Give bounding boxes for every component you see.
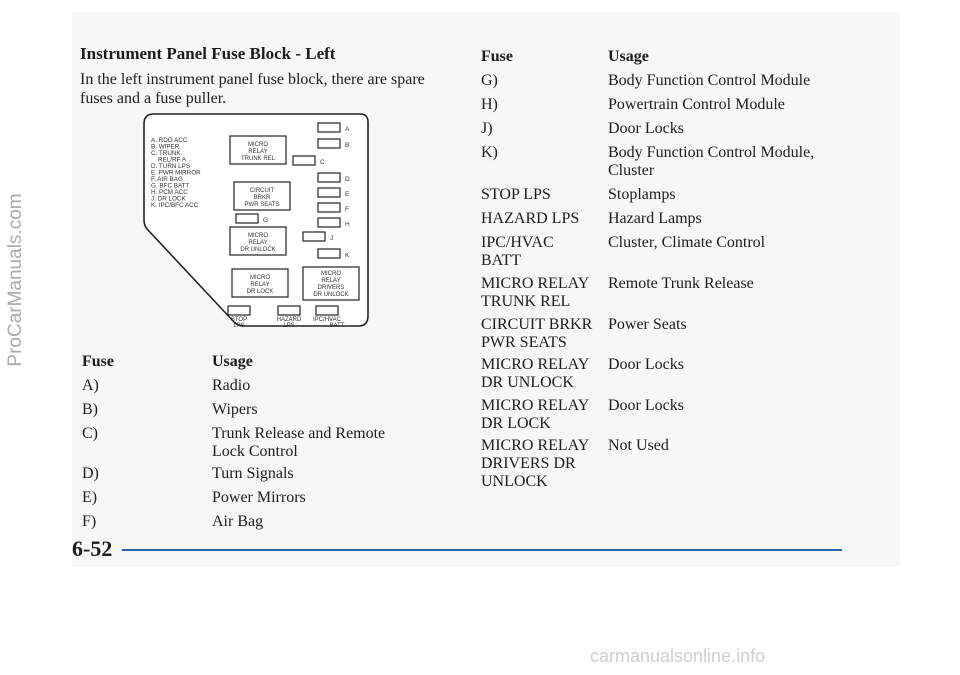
legend-line: J. DR LOCK [151,195,186,203]
left-row-usage: Air Bag [212,513,264,530]
left-row-usage: Radio [212,377,251,394]
fuse-letter: E [345,191,350,198]
right-row-fuse: MICRO RELAY [481,356,590,373]
right-row-usage: Stoplamps [608,186,676,203]
right-row-fuse: G) [481,72,498,89]
right-row-usage: Remote Trunk Release [608,275,754,292]
fuse-letter: K [345,252,350,259]
fuse-letter: D [345,176,350,183]
relay-label: CIRCUIT [249,188,275,194]
relay-label: DR LOCK [246,289,274,295]
legend-line: F. AIR BAG [151,176,183,183]
right-row-usage: Door Locks [608,397,684,414]
relay-label: MICRO [321,271,341,277]
right-row-fuse: MICRO RELAY [481,275,590,292]
legend-line: REL/RF A [158,156,186,164]
right-row-fuse-cont: DRIVERS DR [481,455,576,472]
bottom-label: IPC/HVAC [313,317,341,323]
right-row-usage: Door Locks [608,120,684,137]
right-row-usage: Powertrain Control Module [608,96,785,113]
right-row-usage: Door Locks [608,356,684,373]
legend-line: B. WIPER [151,143,180,151]
legend-line: C. TRUNK [151,150,181,157]
relay-label: MICRO [250,275,270,281]
right-row-usage: Body Function Control Module, [608,144,815,161]
left-header-usage: Usage [212,353,253,370]
page-number: 6-52 [72,536,113,561]
fuse-letter: J [330,235,334,242]
right-header-usage: Usage [608,48,649,65]
right-row-usage: Cluster, Climate Control [608,234,766,251]
right-row-usage-cont: Cluster [608,162,655,179]
right-row-usage: Body Function Control Module [608,72,811,89]
relay-label: BRKR [253,195,271,201]
relay-label: DR UNLOCK [240,247,276,253]
relay-label: RELAY [248,149,268,155]
bottom-label: LPS [283,323,295,329]
relay-label: DRIVERS [317,285,345,291]
left-row-usage: Trunk Release and Remote [212,425,386,442]
legend-line: A. RDO ACC [151,137,188,144]
legend-line: H. PCM ACC [151,189,188,196]
relay-label: MICRO [248,142,268,148]
legend-line: G. BFC BATT [151,182,190,190]
right-row-usage: Hazard Lamps [608,210,702,227]
footer-rule [122,549,842,551]
left-row-fuse: D) [82,465,99,482]
right-row-usage: Power Seats [608,316,687,333]
bottom-label: STOP [230,317,248,323]
legend-line: K. IPC/BFC ACC [151,202,199,209]
relay-label: PWR SEATS [244,202,280,208]
relay-label: MICRO [248,233,268,239]
left-row-usage: Turn Signals [212,465,294,482]
right-row-fuse: MICRO RELAY [481,397,590,414]
right-row-fuse-cont: TRUNK REL [481,293,571,310]
left-row-fuse: C) [82,425,98,442]
left-row-fuse: A) [82,377,99,394]
fuse-letter: C [320,159,325,166]
relay-label: DR UNLOCK [313,292,349,298]
bottom-label: BATT [329,323,345,329]
right-row-fuse: MICRO RELAY [481,437,590,454]
left-row-usage: Power Mirrors [212,489,306,506]
left-row-usage-cont: Lock Control [212,443,298,460]
legend-line: E. PWR MIRROR [151,169,201,177]
section-title: Instrument Panel Fuse Block - Left [80,44,336,63]
relay-label: RELAY [321,278,341,284]
right-row-fuse-cont: DR UNLOCK [481,374,574,391]
fuse-letter: G [263,217,269,224]
fuse-letter: B [345,142,350,149]
fuse-letter: A [345,126,350,133]
right-row-fuse: CIRCUIT BRKR [481,316,593,333]
footer-watermark: carmanualsonline.info [590,646,766,666]
left-row-usage: Wipers [212,401,258,418]
right-row-usage: Not Used [608,437,669,454]
relay-label: TRUNK REL [240,156,276,162]
left-row-fuse: B) [82,401,98,418]
intro-text: In the left instrument panel fuse block, there are spare fuses and a fuse puller. [80,71,425,107]
right-row-fuse: K) [481,144,498,161]
relay-label: RELAY [248,240,268,246]
right-row-fuse-cont: UNLOCK [481,473,548,490]
right-row-fuse: H) [481,96,498,113]
relay-label: RELAY [250,282,270,288]
bottom-label: HAZARD [276,317,302,323]
left-row-fuse: E) [82,489,98,506]
bottom-label: LPS [233,323,245,329]
right-header-fuse: Fuse [481,48,513,65]
fuse-block-diagram [138,112,378,334]
side-watermark: ProCarManuals.com [5,193,26,367]
left-header-fuse: Fuse [82,353,114,370]
legend-line: D. TURN LPS [151,163,191,170]
right-row-fuse-cont: BATT [481,252,521,269]
right-row-fuse: IPC/HVAC [481,234,554,251]
right-row-fuse-cont: DR LOCK [481,415,551,432]
right-row-fuse: STOP LPS [481,186,551,203]
right-row-fuse: HAZARD LPS [481,210,580,227]
fuse-letter: H [345,221,350,228]
left-row-fuse: F) [82,513,97,530]
right-row-fuse-cont: PWR SEATS [481,334,567,351]
right-row-fuse: J) [481,120,493,137]
fuse-letter: F [345,206,349,213]
